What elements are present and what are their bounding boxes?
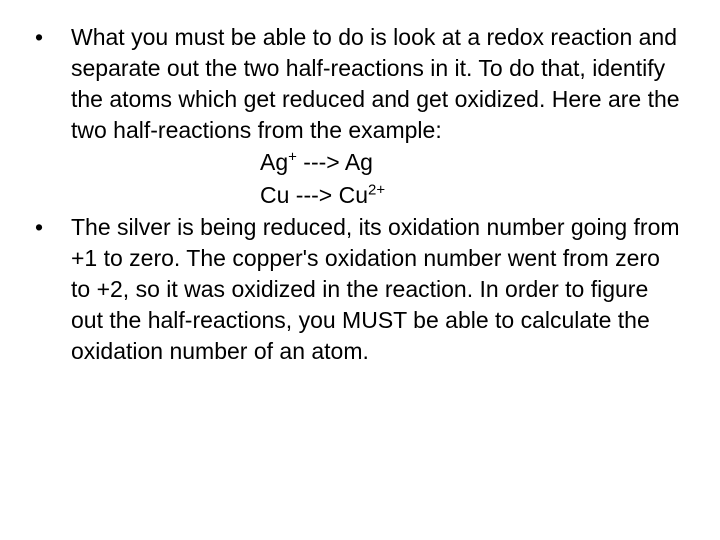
equation-right: Ag	[344, 149, 373, 175]
equation-silver	[71, 146, 680, 179]
bullet-text: What you must be able to do is look at a redox reaction and separate out the two half-reactions in it. To do that, identify the atoms which get reduced and get oxidized. Here are the two half-reactions from the example:	[71, 24, 680, 143]
bullet-text: The silver is being reduced, its oxidation number going from +1 to zero. The copper's oxidation number went from zero to +2, so it was oxidized in the reaction. In order to figure out the half-reactions, you MUST be able to calculate the oxidation number of an atom.	[71, 214, 680, 364]
bullet-marker: •	[34, 24, 44, 50]
equation-right-charge: 2+	[368, 181, 386, 199]
equation-right: Cu	[338, 182, 369, 208]
bullet-marker: •	[34, 214, 44, 240]
bullet-list	[30, 22, 680, 367]
equation-left: Ag	[260, 149, 289, 175]
equation-left-charge: +	[288, 148, 297, 166]
equation-arrow: --->	[296, 149, 345, 175]
equation-copper	[71, 179, 680, 212]
bullet-item-oxidation-number	[30, 212, 680, 367]
equation-left: Cu	[260, 182, 290, 208]
equation-arrow: --->	[289, 182, 339, 208]
bullet-item-half-reactions	[30, 22, 680, 212]
